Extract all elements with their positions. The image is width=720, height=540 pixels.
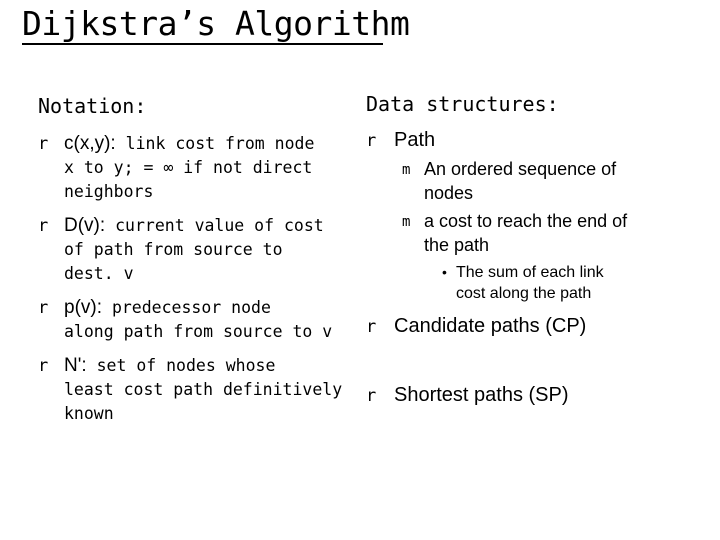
notation-text: link cost from node	[125, 134, 315, 153]
notation-term: p(v):	[64, 297, 102, 318]
notation-term: c(x,y):	[64, 133, 116, 154]
bullet-symbol: r	[38, 134, 49, 154]
notation-text: x to y; = ∞ if not direct	[64, 158, 313, 177]
path-subsub-item-sum	[456, 262, 604, 304]
notation-text: dest. v	[64, 264, 134, 283]
path-sub-item-cost	[424, 209, 627, 257]
sub-bullet-symbol: m	[402, 162, 411, 178]
notation-item-distance	[64, 214, 324, 286]
bullet-symbol: r	[366, 131, 377, 151]
notation-item-nprime	[64, 354, 342, 426]
sub-item-text: a cost to reach the end of	[424, 211, 628, 231]
notation-text: of path from source to	[64, 240, 283, 259]
notation-text: along path from source to v	[64, 322, 333, 341]
bullet-symbol: r	[38, 356, 49, 376]
subsub-item-text: The sum of each link	[456, 264, 604, 281]
shortest-paths-label: Shortest paths (SP)	[394, 384, 569, 406]
sub-item-text: An ordered sequence of	[424, 159, 617, 179]
slide-title: Dijkstra’s Algorithm	[22, 4, 410, 43]
sub-item-text: the path	[424, 235, 490, 255]
bullet-symbol: r	[366, 386, 377, 406]
bullet-symbol: r	[38, 216, 49, 236]
notation-text: predecessor node	[111, 298, 271, 317]
notation-text: neighbors	[64, 182, 154, 201]
path-label: Path	[394, 129, 436, 151]
subsub-bullet-symbol: •	[442, 264, 447, 280]
bullet-symbol: r	[366, 317, 377, 337]
title-underline	[22, 43, 383, 45]
sub-bullet-symbol: m	[402, 214, 411, 230]
notation-item-cost	[64, 132, 314, 204]
notation-heading: Notation:	[38, 94, 147, 118]
sub-item-text: nodes	[424, 183, 474, 203]
notation-term: D(v):	[64, 215, 106, 236]
bullet-symbol: r	[38, 298, 49, 318]
notation-text: set of nodes whose	[96, 356, 276, 375]
notation-item-predecessor	[64, 296, 332, 344]
notation-term: N':	[64, 355, 87, 376]
candidate-paths-label: Candidate paths (CP)	[394, 315, 587, 337]
notation-text: least cost path definitively	[64, 380, 343, 399]
notation-text: current value of cost	[115, 216, 324, 235]
path-sub-item-sequence	[424, 157, 616, 205]
subsub-item-text: cost along the path	[456, 285, 592, 302]
notation-text: known	[64, 404, 114, 423]
data-structures-heading: Data structures:	[366, 92, 559, 116]
